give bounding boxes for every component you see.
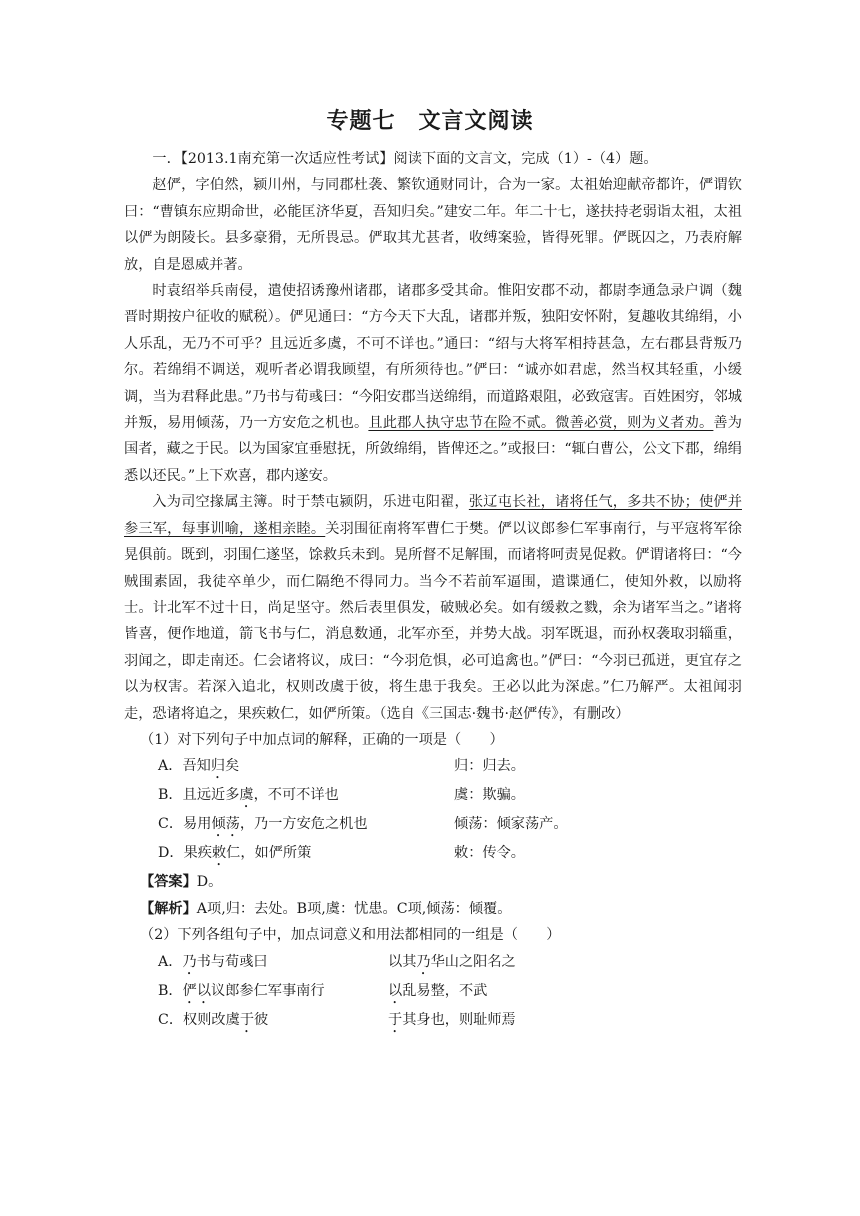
question-intro: 一．【2013.1南充第一次适应性考试】阅读下面的文言文，完成（1）-（4）题。 (152, 151, 658, 167)
q1-answer: 【答案】D。 (140, 874, 223, 891)
dotted-word: 敕 (211, 845, 227, 862)
q1-option-a: A．吾知归矣 归：归去。 (158, 758, 525, 775)
page-title: 专题七 文言文阅读 (326, 109, 534, 134)
underlined-sentence-1: 且此郡人执守忠节在险不贰。微善必赏，则为义者劝。 (368, 415, 714, 432)
passage-paragraph-1: 赵俨，字伯然，颍川州，与同郡杜袭、繁钦通财同计，合为一家。太祖始迎献帝都许，俨谓钦曰：“曹镇东应期命世，必能匡济华夏，吾知归矣。”建安二年。年二十七，遂扶持老弱诣太祖，太祖以俨为朗陵长。县多豪猾，无所畏忌。俨取其尤甚者，收缚案验，皆得死罪。俨既囚之，乃表府解放，自是恩威并著。 (124, 177, 742, 273)
q1-analysis: 【解析】A项,归：去处。B项,虞：忧患。C项,倾荡：倾覆。 (140, 900, 512, 917)
passage-paragraph-3: 入为司空掾属主簿。时于禁屯颍阴，乐进屯阳翟，张辽屯长社，诸将任气，多共不协；使俨并参三军，每事训喻，遂相亲睦。关羽围征南将军曹仁于樊。俨以议郎参仁军事南行，与平寇将军徐晃俱前。既到，羽围仁遂坚，馀救兵未到。晃所督不足解围，而诸将呵责晃促救。俨谓诸将曰：“今贼围素固，我徒卒单少，而仁隔绝不得同力。当今不若前军逼围，遣谍通仁，使知外救，以励将士。计北军不过十日，尚足坚守。然后表里俱发，破贼必矣。如有缓救之戮，余为诸军当之。”诸将皆喜，便作地道，箭飞书与仁，消息数通，北军亦至，并势大战。羽军既退，而孙权袭取羽辎重，羽闻之，即走南还。仁会诸将议，成曰：“今羽危惧，必可追禽也。”俨曰：“今羽已孤迸，更宜存之以为权害。若深入追北，权则改虞于彼，将生患于我矣。王必以此为深虑。”仁乃解严。太祖闻羽走，恐诸将追之，果疾敕仁，如俨所策。（选自《三国志·魏书·赵俨传》，有删改） (124, 494, 742, 722)
document-body (124, 146, 742, 1036)
dotted-word: 归 (210, 758, 226, 775)
passage-paragraph-2: 时袁绍举兵南侵，遣使招诱豫州诸郡，诸郡多受其命。惟阳安郡不动，都尉李通急录户调（魏晋时期按户征收的赋税）。俨见通曰：“方今天下大乱，诸郡并叛，独阳安怀附，复趣收其绵绢，小人乐乱，无乃不可乎？且远近多虞，不可不详也。”通曰：“绍与大将军相持甚急，左右郡县背叛乃尔。若绵绢不调送，观听者必谓我顾望，有所须待也。”俨曰：“诚亦如君虑，然当权其轻重，小缓调，当为君释此患。”乃书与荀彧曰：“今阳安郡当送绵绢，而道路艰阻，必致寇害。百姓困穷，邻城并叛，易用倾荡，乃一方安危之机也。且此郡人执守忠节在险不贰。微善必赏，则为义者劝。善为国者，藏之于民。以为国家宜垂慰抚，所敛绵绢，皆俾还之。”或报曰：“辄白曹公，公文下郡，绵绢悉以还民。”上下欢喜，郡内遂安。 (124, 283, 742, 484)
question-2-stem: （2）下列各组句子中，加点词意义和用法都相同的一组是（ ） (140, 927, 561, 944)
dotted-word: 虞 (239, 787, 254, 804)
q1-option-c: C．易用倾荡，乃一方安危之机也 倾荡：倾家荡产。 (158, 816, 568, 833)
q2-option-c: C．权则改虞于彼 于其身也，则耻师焉 (158, 1011, 516, 1028)
underlined-sentence-2: 张辽屯长社，诸将任气，多共不协；使俨并参三军，每事训喻，遂相亲睦。 (124, 494, 742, 537)
q1-option-d: D．果疾敕仁，如俨所策 敕：传令。 (158, 845, 525, 862)
q2-option-a: A．乃书与荀彧曰 以其乃华山之阳名之 (158, 953, 516, 970)
q2-option-b: B．俨以议郎参仁军事南行 以乱易整，不武 (158, 982, 488, 999)
q1-option-b: B．且远近多虞，不可不详也 虞：欺骗。 (158, 787, 525, 804)
dotted-word: 倾荡 (211, 816, 240, 833)
question-1-stem: （1）对下列句子中加点词的解释，正确的一项是（ ） (140, 731, 504, 748)
